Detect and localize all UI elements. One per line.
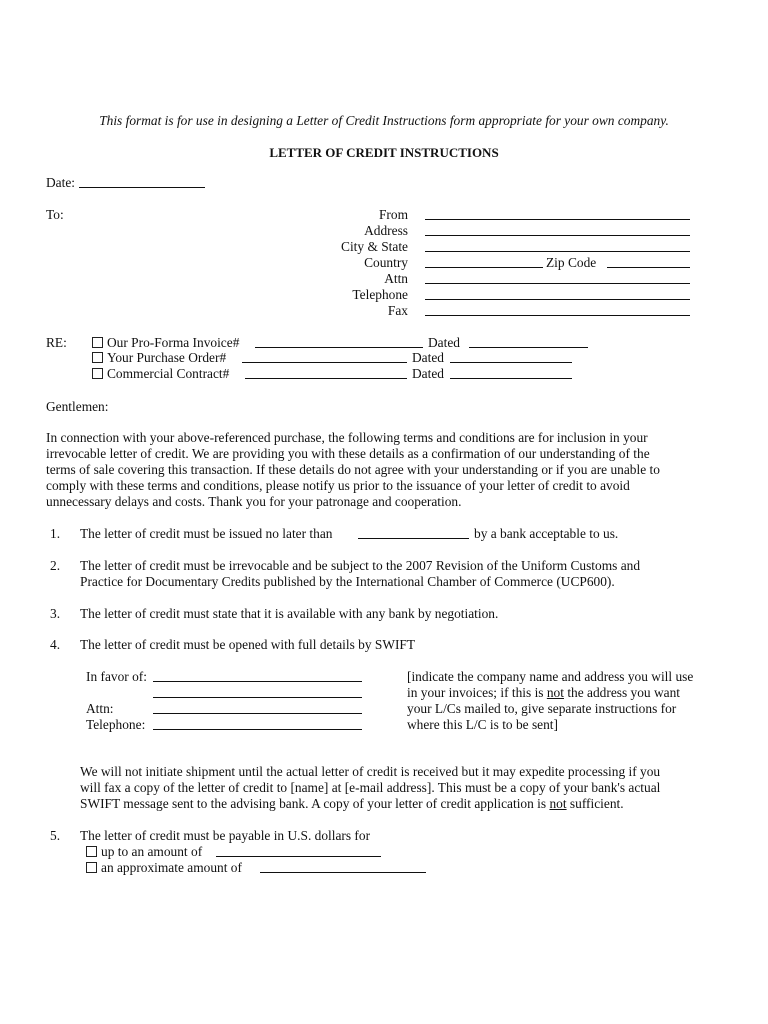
up-to-amount-field[interactable] — [216, 856, 381, 857]
salutation: Gentlemen: — [46, 399, 109, 414]
body-line-5: unnecessary delays and costs. Thank you for your patronage and cooperation. — [46, 494, 462, 509]
country-label: Country — [364, 255, 408, 270]
favor-telephone-label: Telephone: — [86, 717, 146, 732]
proforma-label: Our Pro-Forma Invoice# — [107, 335, 240, 350]
re-proforma-row — [92, 335, 239, 351]
favor-telephone-field[interactable] — [153, 729, 362, 730]
purchase-order-checkbox[interactable] — [92, 352, 103, 363]
approx-amount-row — [86, 860, 242, 876]
item-1-number: 1. — [50, 526, 61, 541]
approx-amount-label: an approximate amount of — [101, 860, 242, 875]
in-favor-field[interactable] — [153, 681, 362, 682]
date-field[interactable] — [79, 187, 205, 188]
up-to-amount-checkbox[interactable] — [86, 846, 97, 857]
item-4-text: The letter of credit must be opened with full details by SWIFT — [80, 637, 416, 652]
item-2-number: 2. — [50, 558, 61, 573]
telephone-label: Telephone — [352, 287, 408, 302]
shipment-underlined: not — [549, 796, 567, 811]
approx-amount-checkbox[interactable] — [86, 862, 97, 873]
favor-note-text-end: the address you want — [563, 685, 681, 700]
in-favor-label: In favor of: — [86, 669, 147, 684]
fax-field[interactable] — [425, 315, 690, 316]
favor-note-text: in your invoices; if this is — [407, 685, 547, 700]
issue-date-field[interactable] — [358, 538, 469, 539]
body-line-2: irrevocable letter of credit. We are providing you with these details as a confirmation of our understanding of the — [46, 446, 650, 461]
in-favor-field-2[interactable] — [153, 697, 362, 698]
document-title: LETTER OF CREDIT INSTRUCTIONS — [269, 145, 499, 160]
favor-note-underlined: not — [546, 685, 564, 700]
up-to-amount-row — [86, 844, 202, 860]
zip-label: Zip Code — [546, 255, 597, 270]
item-4-number: 4. — [50, 637, 61, 652]
re-label: RE: — [46, 335, 67, 350]
purchase-order-dated-label: Dated — [412, 350, 444, 365]
purchase-order-dated-field[interactable] — [450, 362, 572, 363]
favor-note-line-3: your L/Cs mailed to, give separate instructions for — [407, 701, 677, 716]
zip-field[interactable] — [607, 267, 690, 268]
re-contract-row — [92, 366, 229, 382]
shipment-line-3 — [80, 796, 624, 812]
intro-note: This format is for use in designing a Letter of Credit Instructions form appropriate for your own company. — [99, 113, 669, 128]
contract-dated-field[interactable] — [450, 378, 572, 379]
contract-label: Commercial Contract# — [107, 366, 230, 381]
to-label: To: — [46, 207, 64, 222]
attn-field[interactable] — [425, 283, 690, 284]
country-field[interactable] — [425, 267, 543, 268]
contract-number-field[interactable] — [245, 378, 407, 379]
contract-dated-label: Dated — [412, 366, 444, 381]
address-field[interactable] — [425, 235, 690, 236]
fax-label: Fax — [387, 303, 408, 318]
city-state-field[interactable] — [425, 251, 690, 252]
item-2-line-1: The letter of credit must be irrevocable and be subject to the 2007 Revision of the Uniform Customs and — [80, 558, 641, 573]
address-label: Address — [364, 223, 408, 238]
item-5-text: The letter of credit must be payable in U.S. dollars for — [80, 828, 371, 843]
proforma-checkbox[interactable] — [92, 337, 103, 348]
shipment-line-1: We will not initiate shipment until the actual letter of credit is received but it may expedite processing if you — [80, 764, 661, 779]
shipment-text: SWIFT message sent to the advising bank. A copy of your letter of credit application is — [80, 796, 550, 811]
proforma-dated-field[interactable] — [469, 347, 588, 348]
item-2-line-2: Practice for Documentary Credits published by the International Chamber of Commerce (UCP600). — [80, 574, 615, 589]
favor-note-line-1: [indicate the company name and address you will use — [407, 669, 694, 684]
city-state-label: City & State — [341, 239, 408, 254]
up-to-amount-label: up to an amount of — [101, 844, 203, 859]
from-field[interactable] — [425, 219, 690, 220]
from-label: From — [378, 207, 408, 222]
body-line-3: terms of sale covering this transaction. If these details do not agree with your understanding or if you are unable to — [46, 462, 660, 477]
shipment-line-2: will fax a copy of the letter of credit to [name] at [e-mail address]. This must be a copy of your bank's actual — [80, 780, 661, 795]
proforma-dated-label: Dated — [428, 335, 460, 350]
purchase-order-label: Your Purchase Order# — [107, 350, 227, 365]
contract-checkbox[interactable] — [92, 368, 103, 379]
item-5-number: 5. — [50, 828, 61, 843]
body-line-1: In connection with your above-referenced purchase, the following terms and conditions are for inclusion in your — [46, 430, 648, 445]
approx-amount-field[interactable] — [260, 872, 426, 873]
body-line-4: comply with these terms and conditions, please notify us prior to the issuance of your letter of credit to avoid — [46, 478, 630, 493]
item-3-text: The letter of credit must state that it is available with any bank by negotiation. — [80, 606, 499, 621]
attn-label: Attn — [384, 271, 408, 286]
favor-attn-field[interactable] — [153, 713, 362, 714]
favor-attn-label: Attn: — [86, 701, 114, 716]
favor-note-line-2 — [407, 685, 680, 701]
item-3-number: 3. — [50, 606, 61, 621]
shipment-text-end: sufficient. — [566, 796, 624, 811]
favor-note-line-4: where this L/C is to be sent] — [407, 717, 558, 732]
purchase-order-number-field[interactable] — [242, 362, 407, 363]
re-purchase-order-row — [92, 350, 226, 366]
date-label: Date: — [46, 175, 75, 190]
proforma-number-field[interactable] — [255, 347, 423, 348]
item-1-text: The letter of credit must be issued no later than — [80, 526, 333, 541]
telephone-field[interactable] — [425, 299, 690, 300]
item-1-text-end: by a bank acceptable to us. — [474, 526, 619, 541]
